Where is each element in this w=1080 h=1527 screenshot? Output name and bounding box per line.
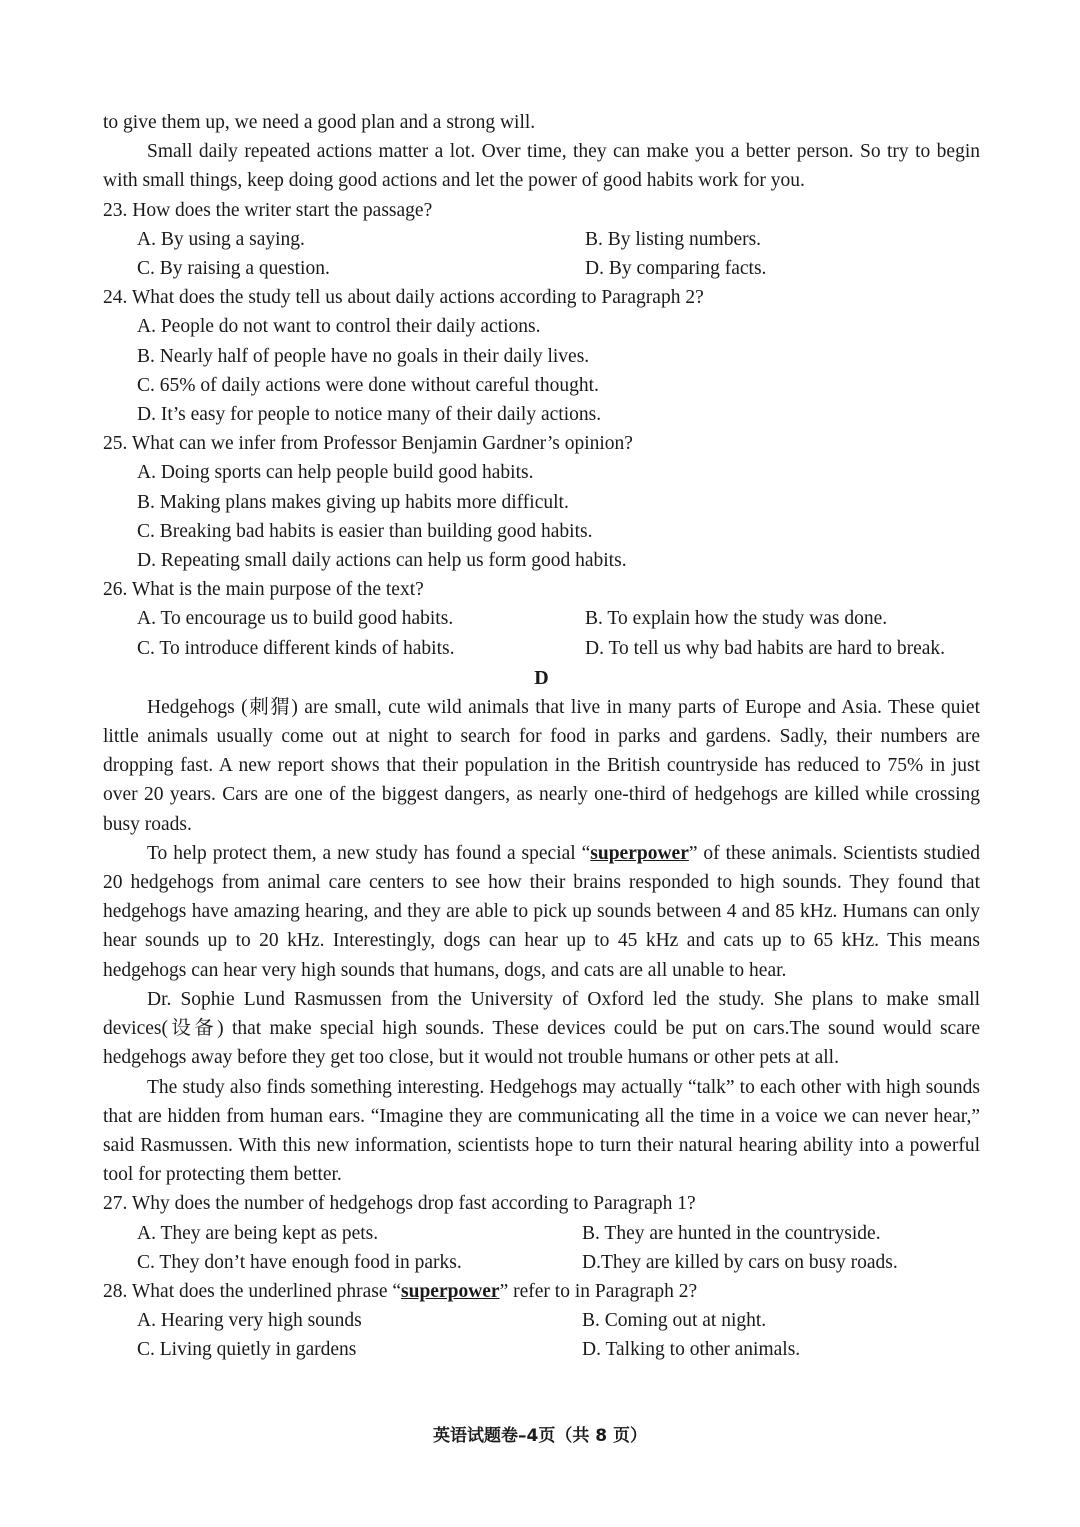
option-d: D.They are killed by cars on busy roads. xyxy=(582,1251,898,1273)
section-heading: D xyxy=(534,666,549,689)
option-d: D. It’s easy for people to notice many of their daily actions. xyxy=(137,404,602,426)
passage-paragraph-2: To help protect them, a new study has found a special “superpower” of these animals. Scientists studied 20 hedgehogs from animal care centers to see how their brains responded to high sounds. They found that hedgehogs have amazing hearing, and they are able to pick up sounds between 4 and 85 kHz. Humans can only hear sounds up to 20 kHz. Interestingly, dogs can hear up to 45 kHz and cats up to 65 kHz. This means hedgehogs can hear very high sounds that humans, dogs, and cats are all unable to hear. xyxy=(103,842,981,981)
question-stem: 28. What does the underlined phrase “superpower” refer to in Paragraph 2? xyxy=(103,1280,698,1302)
option-a: A. To encourage us to build good habits. xyxy=(137,608,454,630)
option-b: B. To explain how the study was done. xyxy=(585,608,888,630)
page-footer: 英语试题卷–4页（共 8 页） xyxy=(433,1426,647,1446)
option-a: A. They are being kept as pets. xyxy=(137,1222,379,1244)
option-a: A. Doing sports can help people build good habits. xyxy=(137,462,534,484)
option-b: B. They are hunted in the countryside. xyxy=(582,1222,881,1244)
lead-line: to give them up, we need a good plan and a strong will. xyxy=(103,112,536,133)
option-c: C. Living quietly in gardens xyxy=(137,1339,357,1361)
question-stem: 26. What is the main purpose of the text? xyxy=(103,579,424,601)
option-a: A. Hearing very high sounds xyxy=(137,1310,362,1332)
question-24 xyxy=(103,283,980,429)
question-stem: 23. How does the writer start the passage? xyxy=(103,199,433,221)
option-d: D. Talking to other animals. xyxy=(582,1339,801,1361)
passage-paragraph-4: The study also finds something interesting. Hedgehogs may actually “talk” to each other with high sounds that are hidden from human ears. “Imagine they are communicating all the time in a voice we can never hear,” said Rasmussen. With this new information, scientists hope to turn their natural hearing ability into a powerful tool for protecting them better. xyxy=(103,1076,980,1186)
option-c: C. Breaking bad habits is easier than building good habits. xyxy=(137,520,593,542)
option-c: C. They don’t have enough food in parks. xyxy=(137,1251,462,1273)
question-stem: 24. What does the study tell us about daily actions according to Paragraph 2? xyxy=(103,287,704,309)
passage-paragraph-3: Dr. Sophie Lund Rasmussen from the University of Oxford led the study. She plans to make small devices(设备) that make special high sounds. These devices could be put on cars.The sound would scare hedgehogs away before they get too close, but it would not trouble humans or other pets at all. xyxy=(103,988,980,1069)
question-27 xyxy=(103,1189,980,1277)
option-b: B. By listing numbers. xyxy=(585,228,762,250)
option-b: B. Making plans makes giving up habits more difficult. xyxy=(137,491,569,513)
question-stem: 25. What can we infer from Professor Benjamin Gardner’s opinion? xyxy=(103,433,633,455)
question-26 xyxy=(103,575,980,663)
underlined-word: superpower xyxy=(590,842,689,864)
option-c: C. 65% of daily actions were done without careful thought. xyxy=(137,374,599,396)
question-25 xyxy=(103,429,980,575)
option-c: C. To introduce different kinds of habits. xyxy=(137,637,455,659)
question-stem: 27. Why does the number of hedgehogs drop fast according to Paragraph 1? xyxy=(103,1193,696,1215)
option-b: B. Nearly half of people have no goals in their daily lives. xyxy=(137,345,590,367)
page-content xyxy=(103,108,980,1365)
passage-paragraph-1: Hedgehogs (刺猬) are small, cute wild animals that live in many parts of Europe and Asia. These quiet little animals usually come out at night to search for food in parks and gardens. Sadly, their numbers are dropping fast. A new report shows that their population in the British countryside has reduced to 75% in just over 20 years. Cars are one of the biggest dangers, as nearly one-third of hedgehogs are killed while crossing busy roads. xyxy=(103,696,980,835)
question-23 xyxy=(103,196,980,284)
option-c: C. By raising a question. xyxy=(137,258,330,280)
option-d: D. To tell us why bad habits are hard to break. xyxy=(585,637,946,659)
lead-paragraph: Small daily repeated actions matter a lot. Over time, they can make you a better person. So try to begin with small things, keep doing good actions and let the power of good habits work for you. xyxy=(103,141,980,192)
question-28 xyxy=(103,1277,980,1365)
option-d: D. Repeating small daily actions can help us form good habits. xyxy=(137,550,627,572)
option-a: A. By using a saying. xyxy=(137,228,305,250)
option-a: A. People do not want to control their daily actions. xyxy=(137,316,541,338)
option-d: D. By comparing facts. xyxy=(585,258,767,280)
underlined-word: superpower xyxy=(401,1280,500,1302)
option-b: B. Coming out at night. xyxy=(582,1310,767,1332)
